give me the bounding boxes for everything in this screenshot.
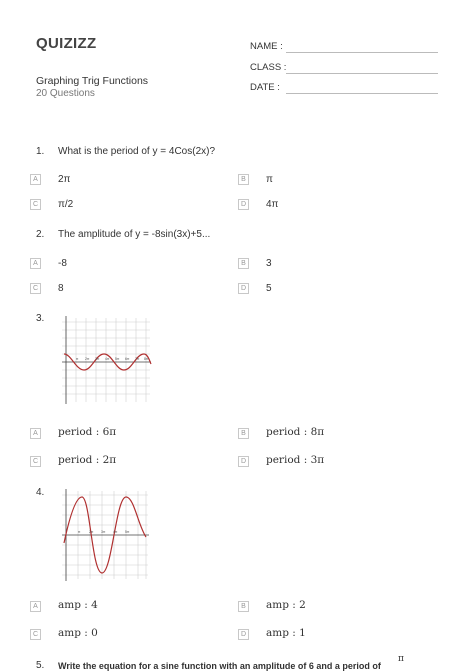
option-a-box[interactable]: A — [30, 258, 41, 269]
option-d-text: 4π — [266, 199, 279, 210]
option-d-box[interactable]: D — [238, 283, 249, 294]
tick-label: 4π — [105, 357, 110, 361]
tick-label: 3π — [95, 357, 100, 361]
option-a-box[interactable]: A — [30, 428, 41, 439]
question-count: 20 Questions — [36, 88, 95, 99]
option-a-text: amp : 4 — [58, 599, 98, 611]
option-a-text: 2π — [58, 174, 71, 185]
class-label: CLASS : — [250, 62, 287, 73]
tick-label: 6π — [125, 357, 130, 361]
option-c-text: amp : 0 — [58, 627, 98, 639]
question-2-text: The amplitude of y = -8sin(3x)+5... — [58, 229, 211, 240]
tick-label: π — [76, 357, 79, 361]
option-a-box[interactable]: A — [30, 601, 41, 612]
option-c-box[interactable]: C — [30, 629, 41, 640]
tick-label: 3π — [101, 530, 106, 534]
tick-label: 5π — [115, 357, 120, 361]
question-2-number: 2. — [36, 229, 45, 240]
option-d-box[interactable]: D — [238, 199, 249, 210]
date-field[interactable] — [286, 93, 438, 94]
option-a-text: period : 6π — [58, 426, 117, 438]
quizizz-logo: QUIZIZZ — [36, 35, 97, 52]
tick-label: 4π — [113, 530, 118, 534]
tick-label: 7π — [135, 357, 140, 361]
question-5-text: Write the equation for a sine function with an amplitude of 6 and a period of — [58, 661, 381, 671]
tick-label: 2π — [89, 530, 94, 534]
tick-label: 5π — [125, 530, 130, 534]
option-b-box[interactable]: B — [238, 601, 249, 612]
option-b-box[interactable]: B — [238, 428, 249, 439]
question-5-fraction-numerator: π — [398, 654, 404, 664]
question-3-number: 3. — [36, 313, 45, 324]
name-label: NAME : — [250, 41, 283, 52]
question-1-number: 1. — [36, 146, 45, 157]
option-b-box[interactable]: B — [238, 174, 249, 185]
option-b-text: π — [266, 174, 273, 185]
option-d-box[interactable]: D — [238, 456, 249, 467]
tick-label: 2π — [85, 357, 90, 361]
option-c-text: period : 2π — [58, 454, 117, 466]
question-1-text: What is the period of y = 4Cos(2x)? — [58, 146, 216, 157]
option-b-text: period : 8π — [266, 426, 325, 438]
tick-label: π — [78, 530, 81, 534]
option-c-box[interactable]: C — [30, 456, 41, 467]
option-c-box[interactable]: C — [30, 199, 41, 210]
option-d-text: 5 — [266, 283, 272, 294]
name-field[interactable] — [286, 52, 438, 53]
question-3-graph — [56, 310, 156, 410]
question-4-graph — [56, 485, 156, 585]
option-a-text: -8 — [58, 258, 67, 269]
option-d-text: period : 3π — [266, 454, 325, 466]
option-d-box[interactable]: D — [238, 629, 249, 640]
option-c-box[interactable]: C — [30, 283, 41, 294]
option-b-text: 3 — [266, 258, 272, 269]
option-c-text: 8 — [58, 283, 64, 294]
worksheet-title: Graphing Trig Functions — [36, 75, 149, 87]
option-d-text: amp : 1 — [266, 627, 306, 639]
option-b-text: amp : 2 — [266, 599, 306, 611]
option-c-text: π/2 — [58, 199, 74, 210]
question-4-number: 4. — [36, 487, 45, 498]
question-5-number: 5. — [36, 660, 45, 671]
option-a-box[interactable]: A — [30, 174, 41, 185]
class-field[interactable] — [286, 73, 438, 74]
date-label: DATE : — [250, 82, 280, 93]
option-b-box[interactable]: B — [238, 258, 249, 269]
tick-label: 8π — [144, 357, 149, 361]
